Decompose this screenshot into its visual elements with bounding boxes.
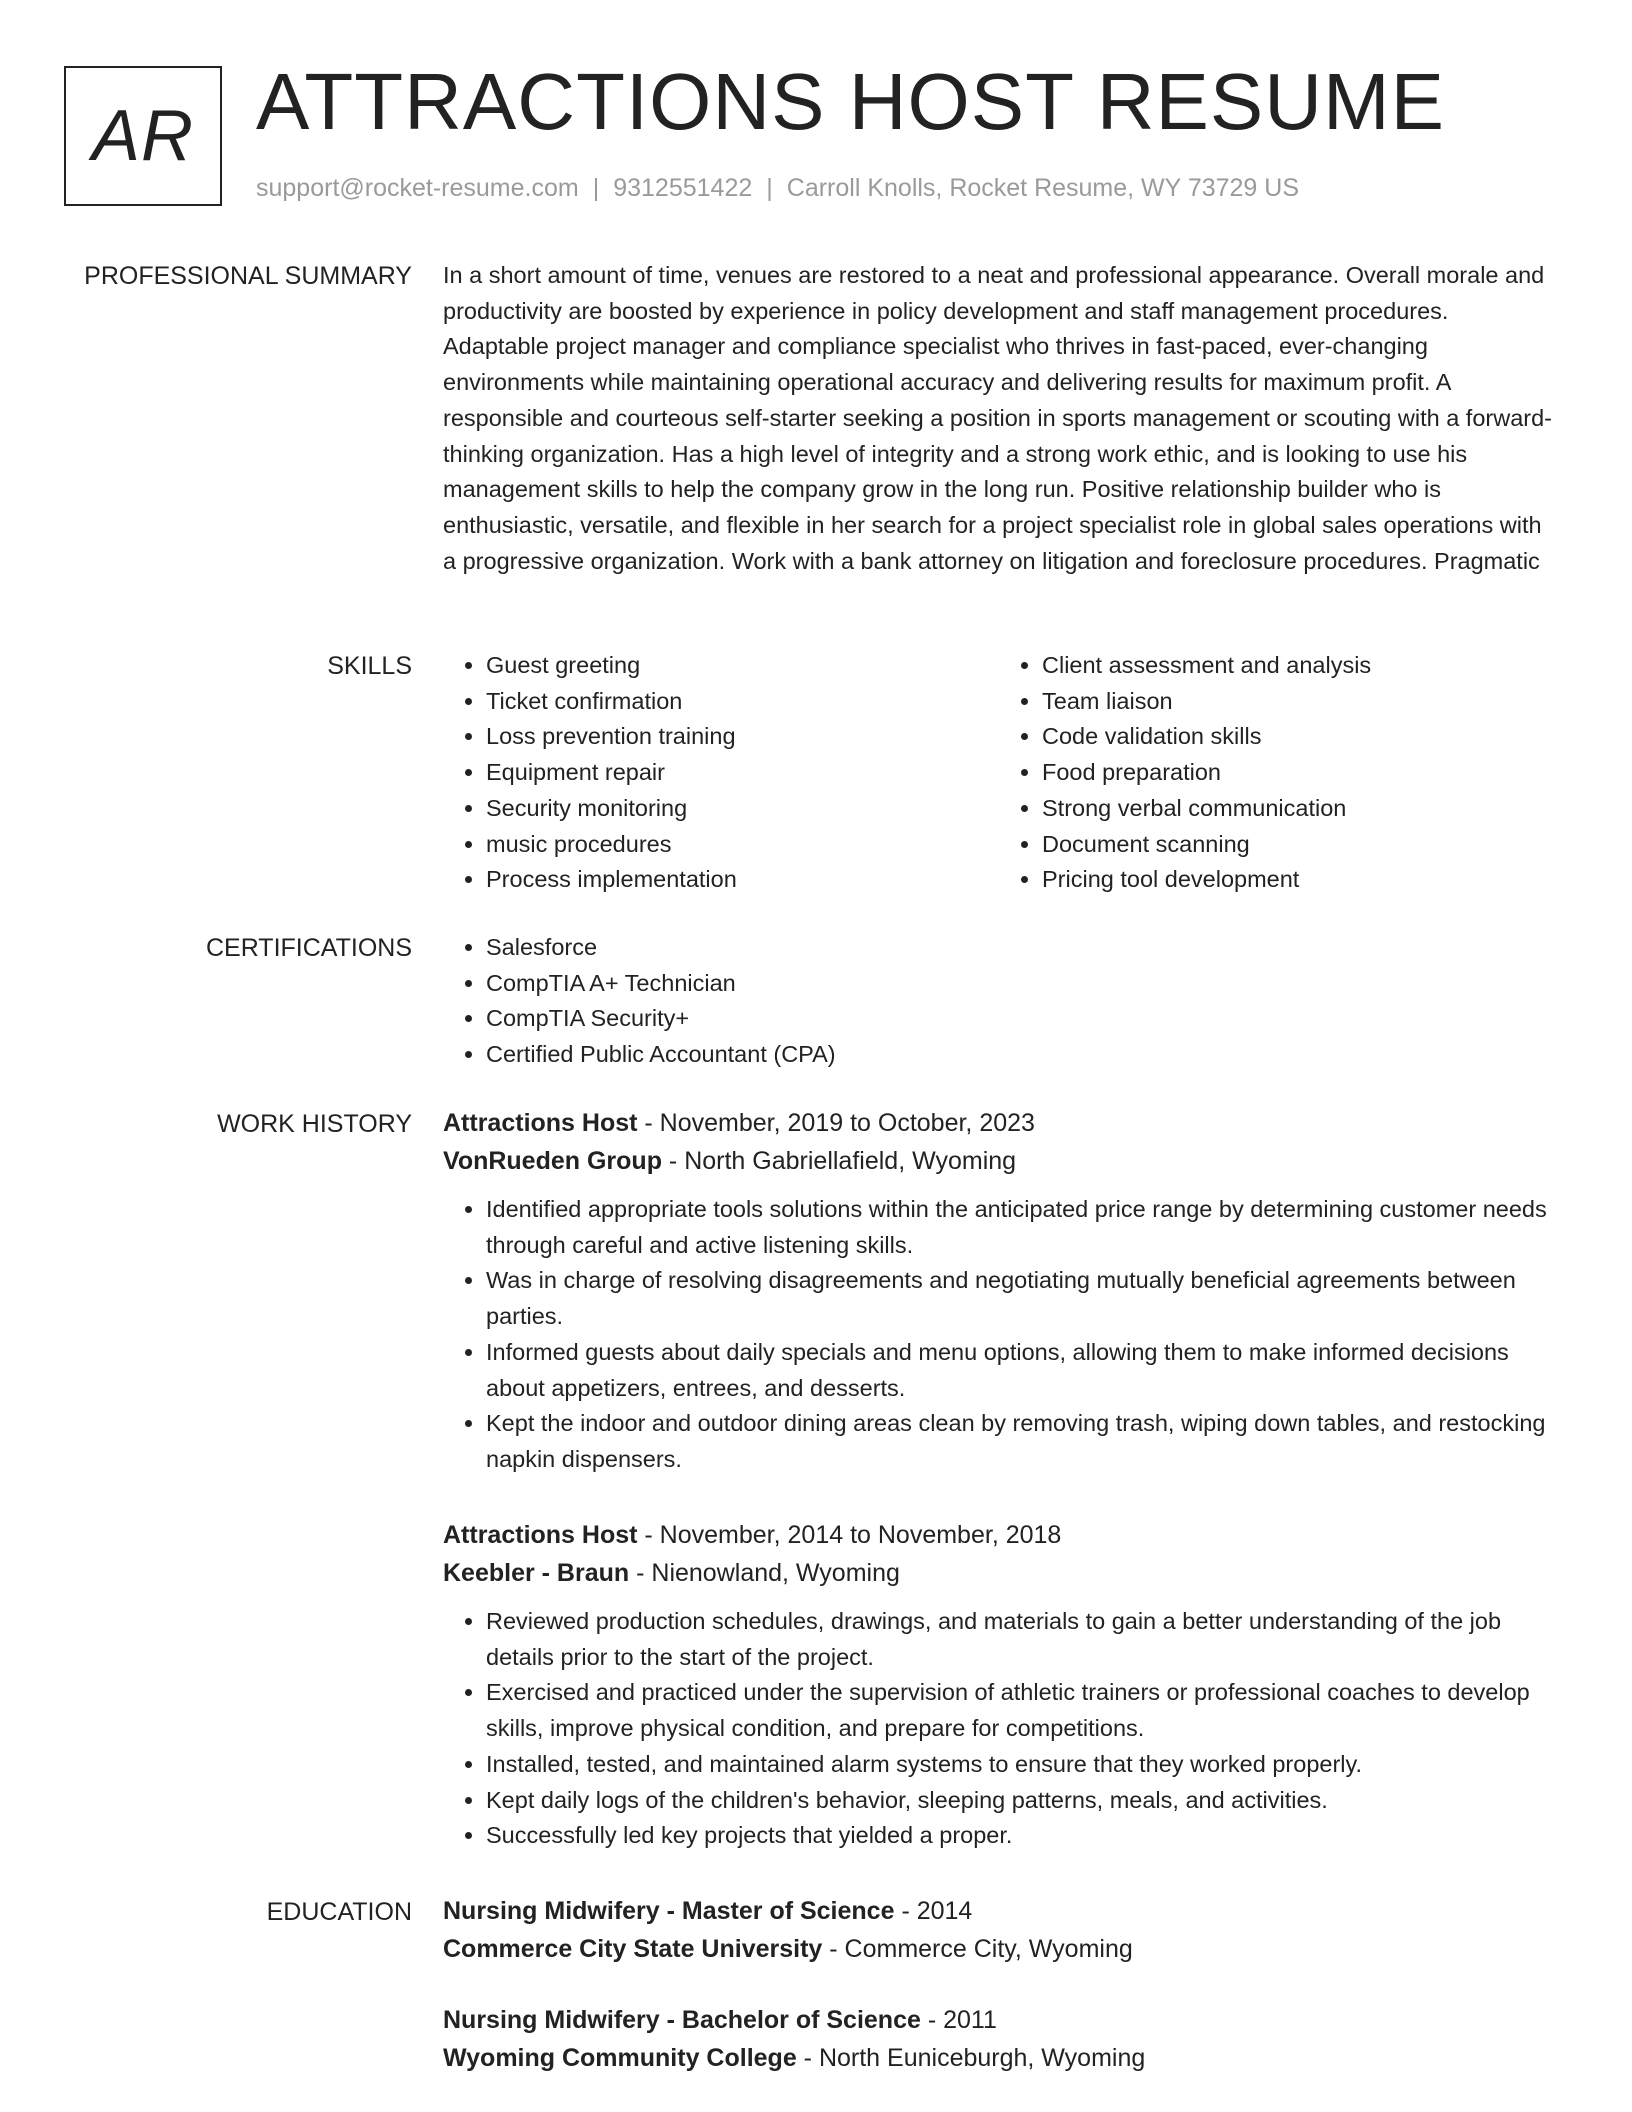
skill-item: • Strong verbal communication (1042, 791, 1555, 827)
job-bullets (443, 1604, 1555, 1854)
skill-item: • Pricing tool development (1042, 862, 1555, 898)
job-bullet: • Was in charge of resolving disagreements and negotiating mutually beneficial agreements between parties. (486, 1263, 1555, 1334)
job-bullet: • Identified appropriate tools solutions within the anticipated price range by determining customer needs through careful and active listening skills. (486, 1192, 1555, 1263)
certification-item: • Salesforce (486, 930, 1555, 966)
education-year: - 2011 (920, 2006, 997, 2034)
education-location: - North Euniceburgh, Wyoming (796, 2044, 1146, 2072)
job-dates: - November, 2019 to October, 2023 (637, 1109, 1035, 1137)
education-degree-line (443, 2001, 1555, 2039)
skill-item: • Loss prevention training (486, 719, 999, 755)
education-degree: Nursing Midwifery - Master of Science (443, 1897, 895, 1925)
skill-item: • Code validation skills (1042, 719, 1555, 755)
certifications-heading: CERTIFICATIONS (205, 934, 412, 962)
job-company-line (443, 1142, 1555, 1180)
education-entry (443, 1892, 1555, 1968)
job-company: Keebler - Braun (443, 1559, 630, 1587)
certification-item: • CompTIA Security+ (486, 1001, 1555, 1037)
education-heading: EDUCATION (266, 1898, 412, 1926)
education-degree-line (443, 1892, 1555, 1930)
skill-item: • Team liaison (1042, 684, 1555, 720)
education-location: - Commerce City, Wyoming (822, 1935, 1133, 1963)
contact-line (256, 174, 1299, 203)
skill-item: • Food preparation (1042, 755, 1555, 791)
education-school: Commerce City State University (443, 1935, 823, 1963)
contact-separator: | (766, 174, 773, 202)
job-title: Attractions Host (443, 1109, 638, 1137)
contact-address: Carroll Knolls, Rocket Resume, WY 73729 US (786, 174, 1300, 202)
education-degree: Nursing Midwifery - Bachelor of Science (443, 2006, 921, 2034)
job-dates: - November, 2014 to November, 2018 (637, 1521, 1062, 1549)
job-location: - North Gabriellafield, Wyoming (661, 1147, 1017, 1175)
skill-item: • music procedures (486, 827, 999, 863)
job-title-line (443, 1516, 1555, 1554)
education-year: - 2014 (894, 1897, 973, 1925)
skill-item: • Process implementation (486, 862, 999, 898)
education-school: Wyoming Community College (443, 2044, 797, 2072)
skill-item: • Document scanning (1042, 827, 1555, 863)
contact-separator: | (592, 174, 600, 202)
job-bullet: • Successfully led key projects that yielded a proper. (486, 1818, 1555, 1854)
job-bullet: • Kept the indoor and outdoor dining areas clean by removing trash, wiping down tables, and restocking napkin dispensers. (486, 1406, 1555, 1477)
job-bullets (443, 1192, 1555, 1478)
job-bullet: • Reviewed production schedules, drawings, and materials to gain a better understanding of the job details prior to the start of the project. (486, 1604, 1555, 1675)
skill-item: • Ticket confirmation (486, 684, 999, 720)
summary-text: In a short amount of time, venues are restored to a neat and professional appearance. Overall morale and productivity are boosted by experience in policy development and staff management procedures. Adaptable project manager and compliance specialist who thrives in fast-paced, ever-changing environments while maintaining operational accuracy and delivering results for maximum profit. A responsible and courteous self-starter seeking a position in sports management or scouting with a forward-thinking organization. Has a high level of integrity and a strong work ethic, and is looking to use his management skills to help the company grow in the long run. Positive relationship builder who is enthusiastic, versatile, and flexible in her search for a project specialist role in global sales operations with a progressive organization. Work with a bank attorney on litigation and foreclosure procedures. Pragmatic (443, 262, 1552, 574)
skill-item: • Equipment repair (486, 755, 999, 791)
skill-item: • Client assessment and analysis (1042, 648, 1555, 684)
job-company: VonRueden Group (443, 1147, 662, 1175)
education-school-line (443, 2039, 1555, 2077)
skills-body (443, 648, 1555, 898)
job-bullet: • Installed, tested, and maintained alarm systems to ensure that they worked properly. (486, 1747, 1555, 1783)
certification-item: • Certified Public Accountant (CPA) (486, 1037, 1555, 1073)
job-bullet: • Informed guests about daily specials and menu options, allowing them to make informed decisions about appetizers, entrees, and desserts. (486, 1335, 1555, 1406)
job-bullet: • Kept daily logs of the children's behavior, sleeping patterns, meals, and activities. (486, 1783, 1555, 1819)
summary-body (443, 258, 1555, 579)
certifications-list (443, 930, 1555, 1073)
skills-list-left (443, 648, 999, 898)
education-school-line (443, 1930, 1555, 1968)
job-bullet: • Exercised and practiced under the supervision of athletic trainers or professional coaches to develop skills, improve physical condition, and prepare for competitions. (486, 1675, 1555, 1746)
skill-item: • Security monitoring (486, 791, 999, 827)
job-entry (443, 1104, 1555, 1478)
summary-heading: PROFESSIONAL SUMMARY (84, 262, 412, 290)
job-title-line (443, 1104, 1555, 1142)
job-bullet-list (443, 1604, 1555, 1854)
certifications-body (443, 930, 1555, 1073)
skill-item: • Guest greeting (486, 648, 999, 684)
job-entry (443, 1516, 1555, 1854)
contact-email[interactable]: support@rocket-resume.com (256, 174, 579, 202)
job-company-line (443, 1554, 1555, 1592)
job-title: Attractions Host (443, 1521, 638, 1549)
contact-phone[interactable]: 9312551422 (613, 174, 753, 202)
work-history-heading: WORK HISTORY (217, 1110, 412, 1138)
education-entry (443, 2001, 1555, 2077)
resume-title: ATTRACTIONS HOST RESUME (256, 57, 1446, 146)
skills-heading: SKILLS (327, 652, 412, 680)
monogram-initials: AR (64, 66, 222, 206)
job-bullet-list (443, 1192, 1555, 1478)
certification-item: • CompTIA A+ Technician (486, 966, 1555, 1002)
job-location: - Nienowland, Wyoming (629, 1559, 900, 1587)
skills-list-right (999, 648, 1555, 898)
